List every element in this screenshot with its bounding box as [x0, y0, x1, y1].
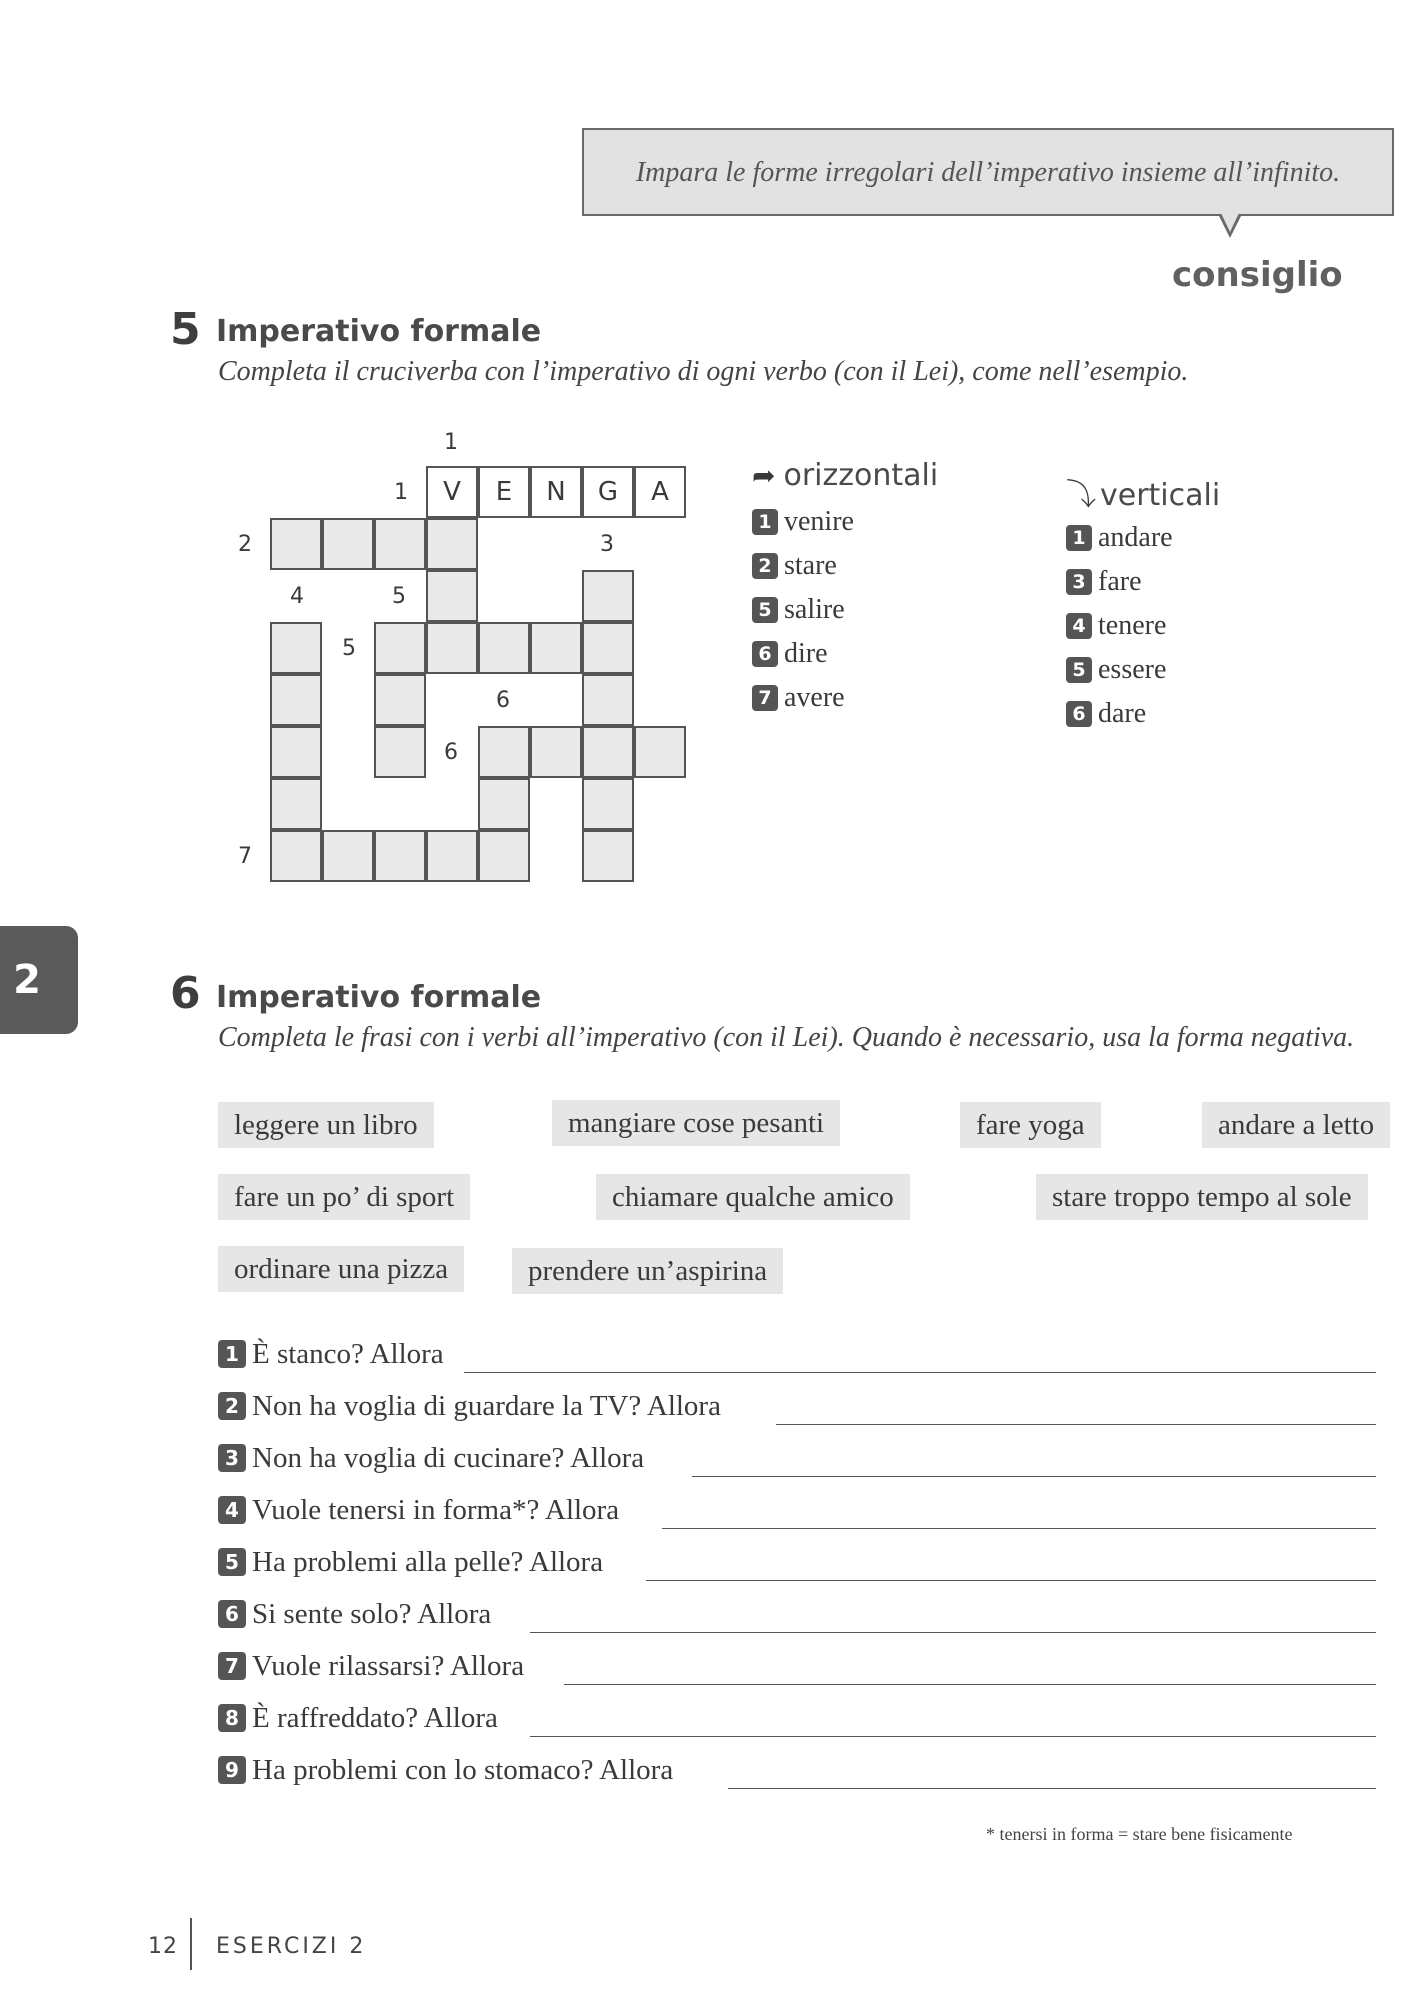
answer-line[interactable]: [646, 1580, 1376, 1581]
crossword-cell[interactable]: [374, 674, 426, 726]
crossword-number-3: 3: [600, 532, 614, 557]
horizontal-clue: 6 dire: [752, 638, 828, 670]
vertical-clues-heading: ⤵ verticali: [1066, 470, 1220, 514]
answer-line[interactable]: [530, 1632, 1376, 1633]
crossword-cell: G: [582, 466, 634, 518]
exercise-5-title: Imperativo formale: [216, 314, 542, 349]
crossword-number-6-down: 6: [496, 688, 510, 713]
crossword-cell[interactable]: [426, 570, 478, 622]
crossword-cell[interactable]: [374, 830, 426, 882]
vertical-clue: 5 essere: [1066, 654, 1166, 686]
tip-text: Impara le forme irregolari dell’imperativo insieme all’infinito.: [635, 157, 1341, 188]
vertical-clue: 4 tenere: [1066, 610, 1166, 642]
crossword-cell[interactable]: [530, 726, 582, 778]
sentence: 4 Vuole tenersi in forma*? Allora: [218, 1494, 619, 1527]
crossword-cell: A: [634, 466, 686, 518]
sentence: 6 Si sente solo? Allora: [218, 1598, 491, 1631]
phrase-chip: mangiare cose pesanti: [552, 1100, 840, 1146]
crossword-cell[interactable]: [582, 778, 634, 830]
sentence: 9 Ha problemi con lo stomaco? Allora: [218, 1754, 673, 1787]
crossword-number-2: 2: [238, 532, 252, 557]
crossword-cell[interactable]: [582, 726, 634, 778]
crossword-cell[interactable]: [582, 830, 634, 882]
phrase-chip: fare un po’ di sport: [218, 1174, 470, 1220]
arrow-right-icon: ➦: [752, 459, 776, 492]
crossword-cell[interactable]: [322, 518, 374, 570]
crossword-cell[interactable]: [582, 570, 634, 622]
crossword-cell[interactable]: [270, 778, 322, 830]
crossword-cell[interactable]: [374, 518, 426, 570]
sentence: 8 È raffreddato? Allora: [218, 1702, 498, 1735]
phrase-chip: ordinare una pizza: [218, 1246, 464, 1292]
answer-line[interactable]: [692, 1476, 1376, 1477]
horizontal-clue: 7 avere: [752, 682, 845, 714]
crossword-cell[interactable]: [530, 622, 582, 674]
crossword-cell: N: [530, 466, 582, 518]
tip-label: consiglio: [1172, 255, 1343, 295]
crossword-cell[interactable]: [270, 622, 322, 674]
page-number: 12: [148, 1934, 178, 1959]
crossword-cell: V: [426, 466, 478, 518]
crossword-cell[interactable]: [270, 726, 322, 778]
crossword-cell[interactable]: [634, 726, 686, 778]
phrase-chip: chiamare qualche amico: [596, 1174, 910, 1220]
answer-line[interactable]: [564, 1684, 1376, 1685]
crossword-number-6-across: 6: [444, 740, 458, 765]
sentence: 2 Non ha voglia di guardare la TV? Allora: [218, 1390, 721, 1423]
tip-tail-inner: [1221, 213, 1239, 232]
chapter-tab: 2: [0, 926, 78, 1034]
crossword-cell[interactable]: [478, 726, 530, 778]
answer-line[interactable]: [776, 1424, 1376, 1425]
exercise-5-instruction: Completa il cruciverba con l’imperativo di ogni verbo (con il Lei), come nell’esempio.: [218, 356, 1189, 387]
phrase-chip: stare troppo tempo al sole: [1036, 1174, 1368, 1220]
horizontal-clue: 5 salire: [752, 594, 845, 626]
arrow-down-icon: ⤵: [1066, 478, 1096, 513]
footer-separator: [190, 1918, 192, 1970]
horizontal-clue: 2 stare: [752, 550, 837, 582]
crossword-cell[interactable]: [270, 830, 322, 882]
crossword-cell[interactable]: [374, 622, 426, 674]
vertical-clue: 6 dare: [1066, 698, 1146, 730]
footnote: * tenersi in forma = stare bene fisicamente: [986, 1824, 1293, 1844]
crossword-cell[interactable]: [582, 622, 634, 674]
sentence: 7 Vuole rilassarsi? Allora: [218, 1650, 524, 1683]
answer-line[interactable]: [728, 1788, 1376, 1789]
sentence: 5 Ha problemi alla pelle? Allora: [218, 1546, 603, 1579]
crossword-cell[interactable]: [322, 830, 374, 882]
crossword-cell[interactable]: [478, 778, 530, 830]
crossword-number-1-across: 1: [394, 480, 408, 505]
exercise-6-instruction: Completa le frasi con i verbi all’imperativo (con il Lei). Quando è necessario, usa la forma negativa.: [218, 1022, 1355, 1053]
answer-line[interactable]: [530, 1736, 1376, 1737]
footer-title: ESERCIZI 2: [216, 1934, 367, 1959]
tip-box: [582, 128, 1394, 216]
exercise-6-number: 6: [170, 968, 201, 1019]
sentence: 1 È stanco? Allora: [218, 1338, 444, 1371]
phrase-chip: fare yoga: [960, 1102, 1101, 1148]
crossword-cell[interactable]: [426, 622, 478, 674]
crossword-cell[interactable]: [478, 830, 530, 882]
phrase-chip: leggere un libro: [218, 1102, 434, 1148]
crossword-cell[interactable]: [582, 674, 634, 726]
answer-line[interactable]: [662, 1528, 1376, 1529]
answer-line[interactable]: [464, 1372, 1376, 1373]
crossword-number-5-across: 5: [342, 636, 356, 661]
sentence: 3 Non ha voglia di cucinare? Allora: [218, 1442, 644, 1475]
horizontal-clue: 1 venire: [752, 506, 854, 538]
exercise-5-number: 5: [170, 304, 201, 355]
phrase-chip: andare a letto: [1202, 1102, 1390, 1148]
vertical-clue: 1 andare: [1066, 522, 1173, 554]
phrase-chip: prendere un’aspirina: [512, 1248, 783, 1294]
crossword-cell[interactable]: [270, 518, 322, 570]
exercise-6-title: Imperativo formale: [216, 980, 542, 1015]
crossword-number-7: 7: [238, 844, 252, 869]
crossword-cell[interactable]: [426, 518, 478, 570]
crossword-cell[interactable]: [270, 674, 322, 726]
crossword-number-5-down: 5: [392, 584, 406, 609]
crossword-number-1-down: 1: [444, 430, 458, 455]
crossword-cell: E: [478, 466, 530, 518]
vertical-clue: 3 fare: [1066, 566, 1142, 598]
crossword-cell[interactable]: [478, 622, 530, 674]
crossword-cell[interactable]: [374, 726, 426, 778]
horizontal-clues-heading: ➦ orizzontali: [752, 458, 939, 493]
crossword-cell[interactable]: [426, 830, 478, 882]
crossword-number-4: 4: [290, 584, 304, 609]
